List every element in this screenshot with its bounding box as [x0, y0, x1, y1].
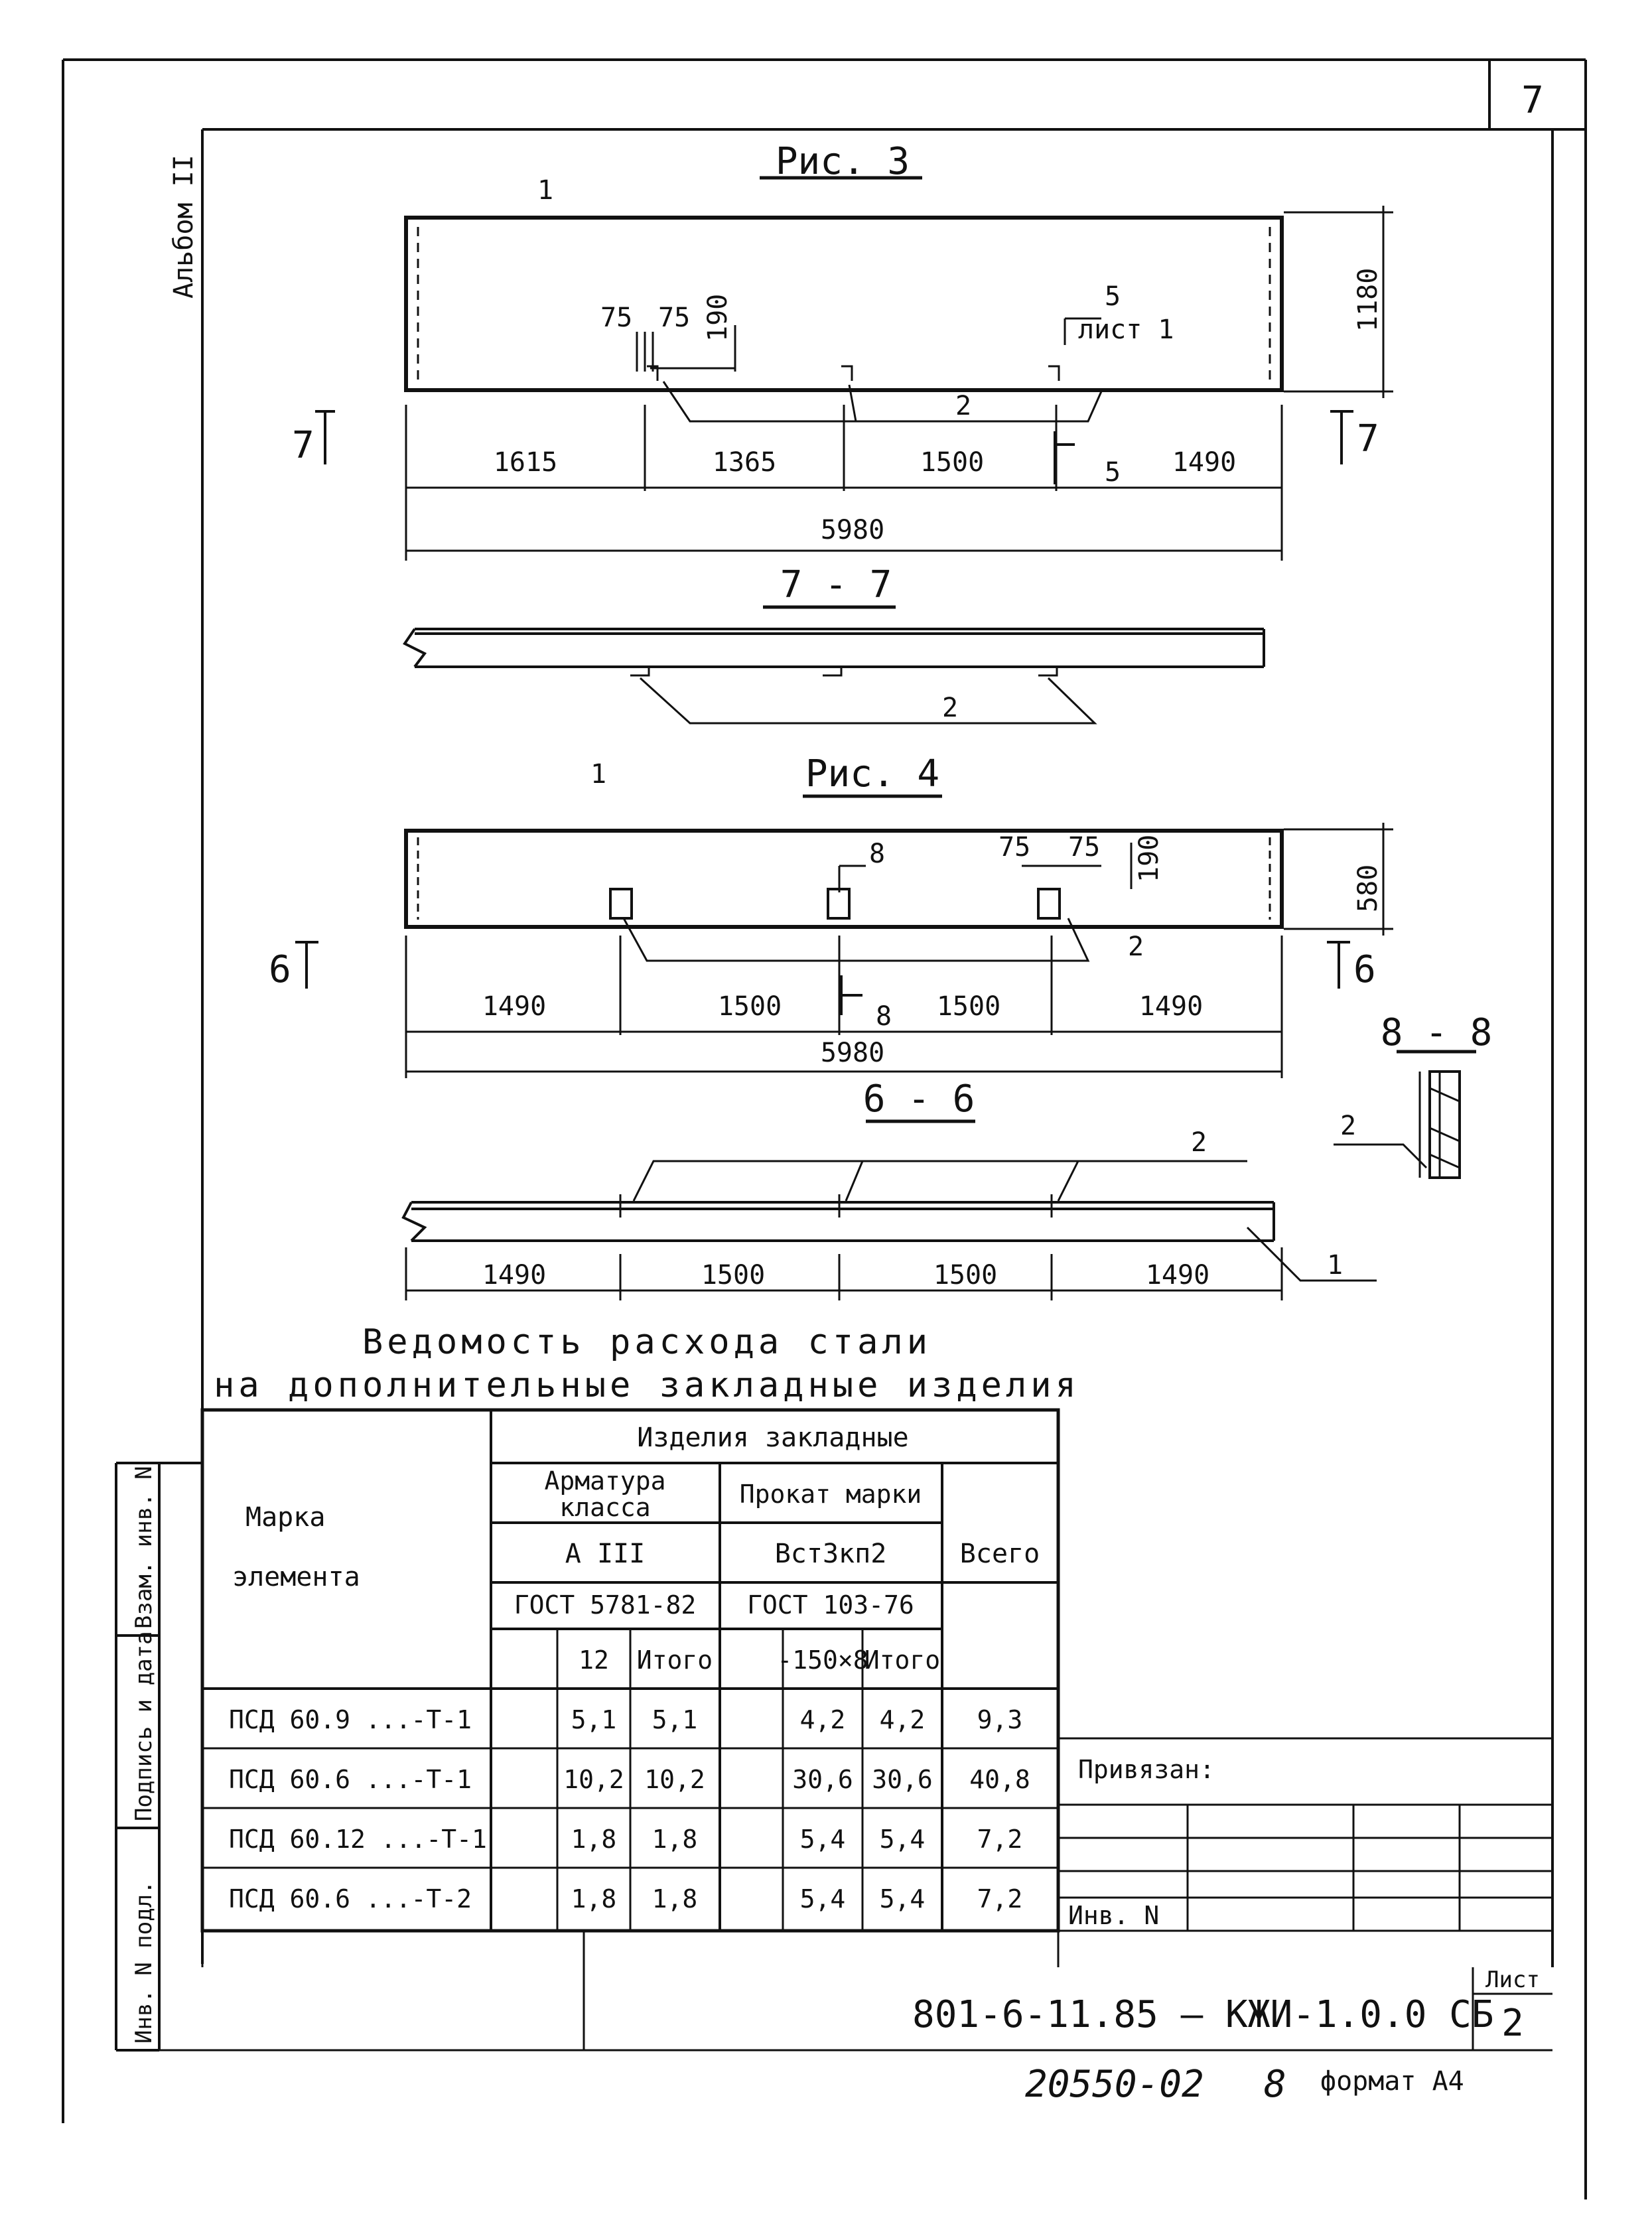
fig3-dim-75b: 75: [658, 303, 691, 333]
table-row: [229, 1825, 1022, 1854]
sub-12: 12: [579, 1645, 609, 1675]
col-mark-line1: Марка: [245, 1502, 326, 1533]
row-r12: 1,8: [571, 1825, 617, 1854]
fig3-title: Рис. 3: [775, 140, 910, 183]
sec66-dim: 1490: [1145, 1260, 1210, 1290]
row-mark: ПСД 60.12 ...-Т-1: [229, 1825, 487, 1854]
col-group: Изделия закладные: [637, 1423, 909, 1453]
fig4-dim-75b: 75: [1068, 832, 1101, 863]
sub-itogo1: Итого: [636, 1645, 713, 1675]
row-mark: ПСД 60.6 ...-Т-2: [229, 1884, 472, 1914]
rebar-gost: ГОСТ 5781-82: [514, 1590, 697, 1620]
fig4-cut6-left: 6: [269, 948, 291, 991]
col-rebar-line1: Арматура: [544, 1466, 666, 1496]
fig3-pos1: 1: [537, 175, 554, 206]
stamp-inv: Инв. N: [1068, 1901, 1160, 1930]
table-row: [229, 1884, 1022, 1914]
fig4-dim-580: 580: [1353, 864, 1383, 912]
fig3-dim-190: 190: [703, 293, 733, 342]
side-label-inv: Инв. N подл.: [131, 1880, 157, 2044]
row-total: 7,2: [977, 1884, 1023, 1914]
fig4-dim: 1500: [936, 991, 1001, 1022]
col-mark-line2: элемента: [232, 1562, 360, 1592]
row-p: 4,2: [799, 1705, 846, 1734]
row-mark: ПСД 60.9 ...-Т-1: [229, 1705, 472, 1734]
row-p: 5,4: [799, 1884, 846, 1914]
rolled-grade: Вст3кп2: [774, 1539, 887, 1569]
fig4-pos2: 2: [1128, 932, 1144, 962]
stamp-list-label: Лист: [1485, 1967, 1540, 1993]
row-ri: 10,2: [644, 1765, 705, 1794]
table-title-line1: Ведомость расхода стали: [362, 1322, 932, 1362]
footer-sheet: 8: [1264, 2063, 1286, 2106]
row-ri: 1,8: [652, 1884, 698, 1914]
footer-number: 20550-02: [1025, 2063, 1204, 2106]
sec88-pos2: 2: [1340, 1111, 1357, 1141]
sub-itogo2: Итого: [864, 1645, 941, 1675]
sheet-number: 7: [1521, 79, 1544, 122]
stamp-code: 801-6-11.85 — КЖИ-1.0.0 СБ: [912, 1993, 1494, 2036]
footer-format: формат А4: [1320, 2066, 1464, 2097]
side-label-vzam: Взам. инв. N: [131, 1466, 157, 1629]
album-label: Альбом II: [169, 155, 199, 299]
fig4-cut6-right: 6: [1353, 948, 1376, 991]
fig4-dim-190: 190: [1134, 834, 1164, 882]
fig3-dim-75a: 75: [600, 303, 633, 333]
sec88-title: 8 - 8: [1380, 1011, 1493, 1054]
sub-150: -150×8: [777, 1645, 868, 1675]
fig3-cut7-left: 7: [292, 424, 314, 467]
fig4-dim: 1490: [482, 991, 547, 1022]
fig4-cut8-bottom: 8: [876, 1001, 892, 1032]
row-r12: 1,8: [571, 1884, 617, 1914]
fig3-dim: 1500: [920, 447, 985, 478]
fig4-dim: 1500: [717, 991, 782, 1022]
sec66-dim: 1490: [482, 1260, 547, 1290]
fig3-total: 5980: [820, 515, 885, 545]
fig3-dim: 1615: [493, 447, 558, 478]
sec77-pos2: 2: [942, 693, 959, 723]
row-p: 5,4: [799, 1825, 846, 1854]
fig4-dim: 1490: [1138, 991, 1204, 1022]
fig3-cut5-bottom: 5: [1105, 457, 1121, 488]
row-p: 30,6: [792, 1765, 853, 1794]
row-r12: 10,2: [563, 1765, 624, 1794]
row-pi: 4,2: [879, 1705, 926, 1734]
row-pi: 5,4: [879, 1825, 926, 1854]
col-rebar-line2: класса: [559, 1493, 651, 1522]
row-pi: 5,4: [879, 1884, 926, 1914]
fig3-dim-1180: 1180: [1353, 267, 1383, 332]
row-ri: 5,1: [652, 1705, 698, 1734]
row-total: 9,3: [977, 1705, 1023, 1734]
sec66-title: 6 - 6: [862, 1078, 975, 1121]
side-label-sign: Подпись и дата: [131, 1631, 157, 1821]
rebar-grade: А III: [565, 1539, 646, 1569]
row-pi: 30,6: [872, 1765, 933, 1794]
row-total: 40,8: [969, 1765, 1030, 1794]
fig4-title: Рис. 4: [805, 752, 940, 796]
fig3-pos2: 2: [955, 391, 972, 421]
row-total: 7,2: [977, 1825, 1023, 1854]
fig3-dim: 1490: [1172, 447, 1237, 478]
fig3-dim: 1365: [712, 447, 777, 478]
rolled-gost: ГОСТ 103-76: [747, 1590, 914, 1620]
sec66-pos2: 2: [1191, 1127, 1207, 1158]
table-row: [229, 1705, 1022, 1734]
fig4-total: 5980: [820, 1038, 885, 1068]
fig4-dim-75a: 75: [998, 832, 1031, 863]
row-ri: 1,8: [652, 1825, 698, 1854]
col-rolled: Прокат марки: [739, 1480, 922, 1509]
stamp-list-num: 2: [1501, 2002, 1524, 2045]
sec77-title: 7 - 7: [780, 563, 892, 606]
sec66-pos1: 1: [1327, 1250, 1343, 1281]
stamp-privyazan: Привязан:: [1078, 1755, 1215, 1784]
row-mark: ПСД 60.6 ...-Т-1: [229, 1765, 472, 1794]
sec66-dim: 1500: [933, 1260, 998, 1290]
fig3-cut5-sheet: лист 1: [1078, 314, 1174, 345]
row-r12: 5,1: [571, 1705, 617, 1734]
table-title-line2: на дополнительные закладные изделия: [214, 1365, 1080, 1405]
fig4-pos1: 1: [590, 759, 607, 790]
sec66-dim: 1500: [701, 1260, 766, 1290]
col-total: Всего: [959, 1539, 1040, 1569]
fig3-cut5-num: 5: [1105, 281, 1121, 312]
fig3-cut7-right: 7: [1357, 417, 1379, 460]
fig4-cut8-top: 8: [869, 839, 886, 869]
